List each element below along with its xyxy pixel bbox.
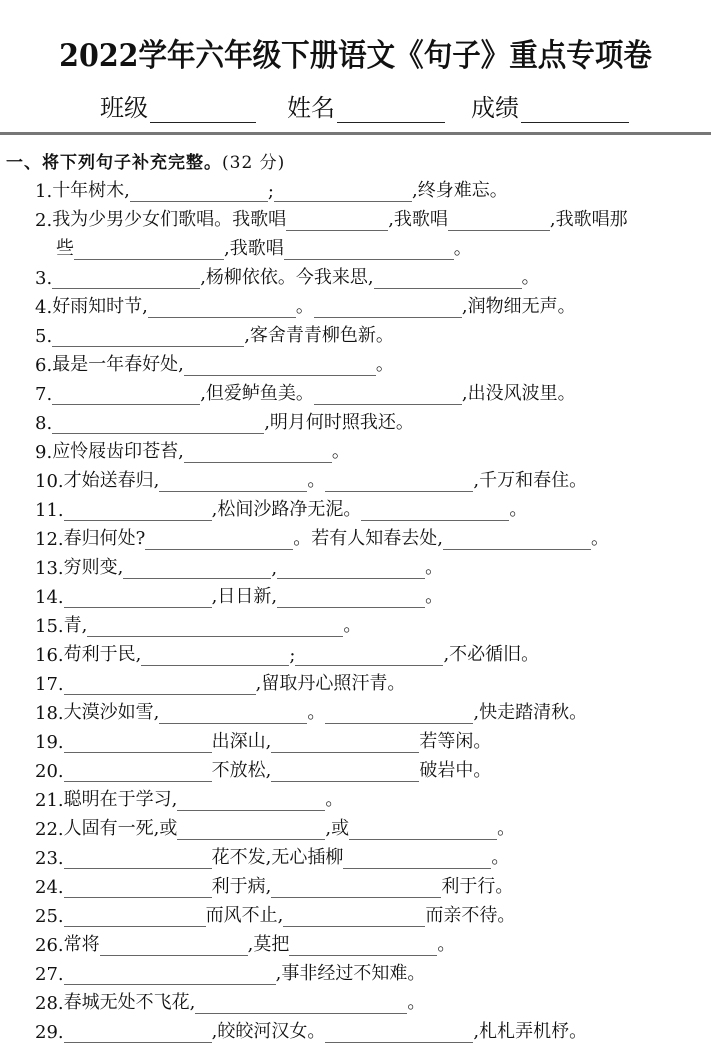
question-text: ,日日新, [211, 586, 278, 607]
question-text: ,不必循旧。 [443, 644, 540, 665]
question-text: ,终身难忘。 [412, 180, 508, 201]
answer-blank[interactable] [52, 268, 200, 289]
question-text: ,留取丹心照汗青。 [255, 673, 406, 694]
question-row [35, 437, 350, 463]
answer-blank[interactable] [343, 848, 491, 869]
question-text: ,明月何时照我还。 [264, 412, 414, 433]
question-text: ,出没风波里。 [461, 383, 576, 404]
answer-blank[interactable] [283, 906, 425, 927]
question-text: 。 [407, 992, 426, 1013]
answer-blank[interactable] [325, 1022, 473, 1043]
question-text: 。 [325, 789, 344, 810]
question-text: 而风不止, [205, 905, 284, 926]
score-input[interactable] [521, 98, 629, 123]
question-number: 27. [35, 964, 64, 985]
answer-blank[interactable] [314, 384, 462, 405]
question-text: 。 [509, 499, 528, 520]
name-field [287, 88, 445, 123]
question-number: 25. [35, 906, 64, 927]
question-number: 3. [35, 268, 53, 289]
answer-blank[interactable] [159, 471, 307, 492]
answer-blank[interactable] [64, 848, 212, 869]
question-number: 22. [35, 819, 64, 840]
question-text: 最是一年春好处, [52, 354, 184, 375]
question-text: 。 [375, 354, 394, 375]
question-text: 聪明在于学习, [63, 789, 178, 810]
answer-blank[interactable] [271, 761, 419, 782]
answer-blank[interactable] [64, 674, 256, 695]
question-text: 常将 [63, 934, 100, 955]
question-number: 28. [35, 993, 64, 1014]
question-number: 18. [35, 703, 64, 724]
question-row [35, 495, 527, 521]
answer-blank[interactable] [286, 210, 388, 231]
class-label: 班级 [100, 94, 148, 122]
section-heading [6, 148, 285, 173]
question-number: 9. [35, 442, 53, 463]
question-row [35, 1017, 587, 1043]
question-text: ,快走踏清秋。 [473, 702, 588, 723]
answer-blank[interactable] [271, 732, 419, 753]
question-number: 1. [35, 181, 53, 202]
question-text: 。 [295, 296, 314, 317]
question-text: 。 [307, 470, 326, 491]
question-text: 十年树木, [52, 180, 130, 201]
question-row [35, 988, 425, 1014]
question-text: ,皎皎河汉女。 [211, 1021, 326, 1042]
answer-blank[interactable] [100, 935, 248, 956]
answer-blank[interactable] [64, 877, 212, 898]
class-input[interactable] [150, 98, 256, 123]
question-text: ,但爱鲈鱼美。 [200, 383, 314, 404]
question-row [35, 524, 609, 550]
question-text: ,我歌唱 [224, 238, 284, 259]
question-text: ,事非经过不知难。 [275, 963, 426, 984]
question-row [35, 408, 414, 434]
question-row [35, 843, 509, 869]
question-text: 。 [453, 238, 472, 259]
section-points: (32 分) [222, 153, 286, 173]
question-row [56, 234, 472, 260]
question-number: 21. [35, 790, 64, 811]
question-row [35, 727, 491, 753]
question-row [35, 611, 361, 637]
question-text: ,千万和春住。 [473, 470, 588, 491]
answer-blank[interactable] [284, 239, 454, 260]
question-number: 15. [35, 616, 64, 637]
question-text: ,或 [325, 818, 350, 839]
question-row [35, 930, 455, 956]
question-text: ,松间沙路净无泥。 [211, 499, 362, 520]
answer-blank[interactable] [184, 355, 376, 376]
question-row [35, 785, 343, 811]
question-text: 。 [491, 847, 510, 868]
question-text: 出深山, [211, 731, 272, 752]
section-title: 一、将下列句子补充完整。 [6, 153, 222, 173]
page-title: 2022学年六年级下册语文《句子》重点专项卷 [59, 38, 652, 74]
question-text: 而亲不待。 [425, 905, 516, 926]
answer-blank[interactable] [145, 529, 293, 550]
question-text: 。 [497, 818, 516, 839]
question-number: 2. [35, 210, 53, 231]
answer-blank[interactable] [130, 181, 268, 202]
question-text: 利于行。 [441, 876, 514, 897]
answer-blank[interactable] [64, 587, 212, 608]
question-number: 14. [35, 587, 64, 608]
question-number: 26. [35, 935, 64, 956]
question-number: 4. [35, 297, 53, 318]
question-row [35, 959, 425, 985]
answer-blank[interactable] [274, 181, 412, 202]
answer-blank[interactable] [448, 210, 550, 231]
answer-blank[interactable] [177, 819, 325, 840]
question-text: ,我歌唱那 [549, 209, 628, 230]
question-text: 。 [331, 441, 350, 462]
question-number: 12. [35, 529, 64, 550]
answer-blank[interactable] [159, 703, 307, 724]
question-number: 10. [35, 471, 64, 492]
question-row [35, 321, 394, 347]
question-number: 11. [35, 500, 64, 521]
question-text: 苟利于民, [63, 644, 142, 665]
question-text: 穷则变, [63, 557, 124, 578]
question-text: ; [267, 181, 274, 202]
answer-blank[interactable] [177, 790, 325, 811]
answer-blank[interactable] [87, 616, 343, 637]
question-text: 若等闲。 [419, 731, 492, 752]
question-text: 。 [425, 557, 444, 578]
question-text: ,杨柳依依。今我来思, [200, 267, 374, 288]
question-row [35, 379, 576, 405]
question-row [35, 814, 515, 840]
answer-blank[interactable] [52, 384, 200, 405]
class-field [100, 88, 256, 123]
answer-blank[interactable] [277, 587, 425, 608]
name-label: 姓名 [287, 94, 335, 122]
question-text: 青, [63, 615, 88, 636]
question-text: 。 [425, 586, 444, 607]
question-text: 花不发,无心插柳 [211, 847, 344, 868]
question-row [35, 263, 540, 289]
question-row [35, 553, 443, 579]
question-row [35, 669, 405, 695]
question-text: ,莫把 [247, 934, 290, 955]
question-text: 春城无处不飞花, [63, 992, 196, 1013]
question-text: ,润物细无声。 [461, 296, 576, 317]
question-text: 。 [307, 702, 326, 723]
question-text: 不放松, [211, 760, 272, 781]
question-text: , [271, 558, 278, 579]
question-text: ,客舍青青柳色新。 [244, 325, 394, 346]
question-row [35, 466, 587, 492]
answer-blank[interactable] [314, 297, 462, 318]
answer-blank[interactable] [184, 442, 332, 463]
question-row [35, 901, 515, 927]
question-number: 20. [35, 761, 64, 782]
answer-blank[interactable] [141, 645, 289, 666]
answer-blank[interactable] [123, 558, 271, 579]
question-text: 利于病, [211, 876, 272, 897]
question-number: 7. [35, 384, 53, 405]
answer-blank[interactable] [64, 761, 212, 782]
answer-blank[interactable] [195, 993, 407, 1014]
answer-blank[interactable] [74, 239, 224, 260]
answer-blank[interactable] [64, 732, 212, 753]
answer-blank[interactable] [64, 500, 212, 521]
answer-blank[interactable] [325, 703, 473, 724]
answer-blank[interactable] [443, 529, 591, 550]
question-text: ; [289, 645, 296, 666]
question-text: 。 [343, 615, 362, 636]
question-text: 。 [437, 934, 456, 955]
answer-blank[interactable] [52, 326, 244, 347]
answer-blank[interactable] [64, 964, 276, 985]
name-input[interactable] [337, 98, 445, 123]
question-number: 29. [35, 1022, 64, 1043]
question-number: 16. [35, 645, 64, 666]
question-text: 春归何处? [63, 528, 146, 549]
question-number: 23. [35, 848, 64, 869]
answer-blank[interactable] [64, 1022, 212, 1043]
answer-blank[interactable] [295, 645, 443, 666]
question-text: 。 [521, 267, 540, 288]
question-number: 6. [35, 355, 53, 376]
question-text: 人固有一死,或 [63, 818, 178, 839]
question-row [35, 872, 513, 898]
score-label: 成绩 [471, 94, 519, 122]
answer-blank[interactable] [361, 500, 509, 521]
question-row [35, 350, 394, 376]
question-number: 24. [35, 877, 64, 898]
answer-blank[interactable] [52, 413, 264, 434]
answer-blank[interactable] [271, 877, 441, 898]
question-row [35, 292, 576, 318]
question-row [35, 640, 539, 666]
header-divider [0, 132, 711, 135]
answer-blank[interactable] [325, 471, 473, 492]
question-text: 大漠沙如雪, [63, 702, 160, 723]
question-text: 才始送春归, [63, 470, 160, 491]
question-text: 。 [591, 528, 610, 549]
answer-blank[interactable] [289, 935, 437, 956]
question-row [35, 205, 628, 231]
question-number: 5. [35, 326, 53, 347]
question-number: 19. [35, 732, 64, 753]
question-text: 我为少男少女们歌唱。我歌唱 [52, 209, 287, 230]
answer-blank[interactable] [277, 558, 425, 579]
question-row [35, 756, 491, 782]
score-field [471, 88, 629, 123]
question-text: 些 [56, 238, 74, 259]
question-text: 应怜屐齿印苍苔, [52, 441, 184, 462]
question-number: 8. [35, 413, 53, 434]
question-text: 。若有人知春去处, [293, 528, 444, 549]
question-row [35, 698, 587, 724]
question-text: ,札札弄机杼。 [473, 1021, 588, 1042]
question-number: 17. [35, 674, 64, 695]
answer-blank[interactable] [374, 268, 522, 289]
question-number: 13. [35, 558, 64, 579]
question-text: 好雨知时节, [52, 296, 148, 317]
question-row [35, 582, 443, 608]
answer-blank[interactable] [148, 297, 296, 318]
question-text: ,我歌唱 [388, 209, 448, 230]
answer-blank[interactable] [349, 819, 497, 840]
answer-blank[interactable] [64, 906, 206, 927]
question-row [35, 176, 508, 202]
question-text: 破岩中。 [419, 760, 492, 781]
